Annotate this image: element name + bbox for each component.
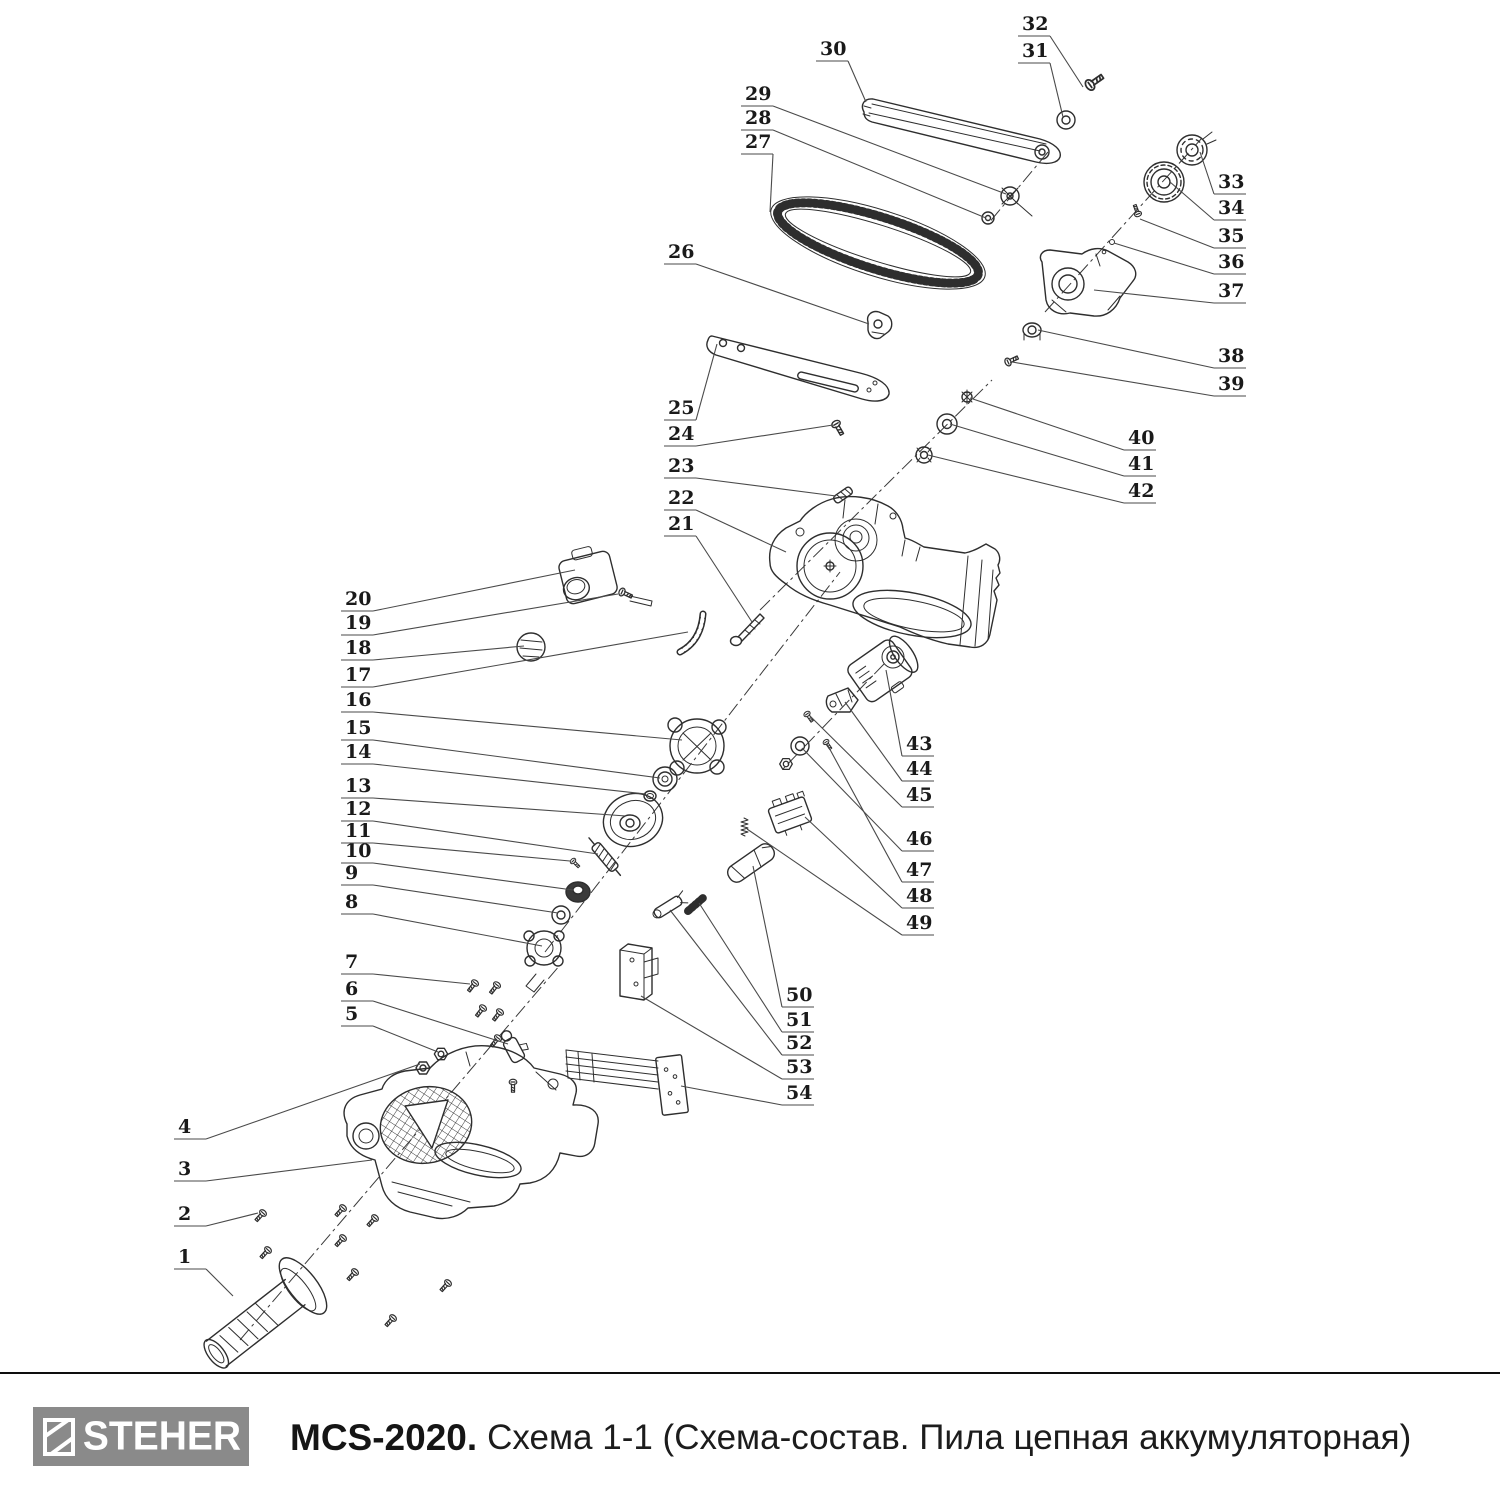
- svg-text:29: 29: [745, 83, 772, 105]
- part-label-2: [174, 1203, 258, 1226]
- svg-text:2: 2: [178, 1203, 192, 1225]
- part-29-tension-gear: [1001, 187, 1032, 216]
- svg-text:26: 26: [668, 241, 695, 263]
- svg-text:16: 16: [345, 689, 372, 711]
- part-15-bearing: [653, 767, 677, 791]
- svg-text:6: 6: [345, 978, 359, 1000]
- svg-text:10: 10: [345, 840, 372, 862]
- part-6-oil-pump: [498, 1025, 532, 1092]
- svg-text:12: 12: [345, 798, 372, 820]
- svg-text:4: 4: [178, 1116, 192, 1138]
- part-label-11: [341, 820, 570, 861]
- part-34-drum-bearing: [1144, 162, 1184, 202]
- svg-text:42: 42: [1128, 480, 1155, 502]
- svg-text:15: 15: [345, 717, 372, 739]
- part-label-3: [174, 1158, 372, 1181]
- part-19-oil-pickup: [618, 587, 652, 606]
- part-38-nut: [1023, 323, 1041, 340]
- brand-logo: [33, 1407, 249, 1466]
- part-1-handle: [189, 1251, 335, 1372]
- part-label-24: [664, 423, 833, 446]
- part-25-guide-bar: [707, 336, 889, 401]
- part-9-bearing: [552, 906, 570, 924]
- part-52-spring: [688, 898, 703, 911]
- svg-text:20: 20: [345, 588, 372, 610]
- svg-text:47: 47: [906, 859, 933, 881]
- part-label-14: [341, 741, 646, 794]
- part-label-50: [753, 866, 814, 1007]
- footer-divider: [0, 1372, 1500, 1374]
- svg-text:1: 1: [178, 1246, 192, 1268]
- part-label-52: [670, 910, 814, 1055]
- brand-name: STEHER: [82, 1413, 242, 1459]
- svg-text:46: 46: [906, 828, 933, 850]
- svg-text:54: 54: [786, 1082, 813, 1104]
- part-32-bolt: [1083, 72, 1105, 92]
- part-3-housing-left: [344, 1046, 598, 1219]
- part-label-20: [341, 570, 575, 611]
- part-21-bolt: [731, 614, 765, 646]
- part-48-switch: [766, 790, 815, 838]
- part-label-30: [816, 38, 866, 102]
- svg-text:17: 17: [345, 664, 372, 686]
- sheet-subtitle: Схема 1-1 (Схема-состав. Пила цепная аккумуляторная): [487, 1418, 1412, 1457]
- part-24-screw: [831, 419, 846, 437]
- part-label-31: [1018, 40, 1063, 117]
- part-26-tensioner: [868, 312, 892, 339]
- svg-text:34: 34: [1218, 197, 1245, 219]
- part-labels: [174, 13, 1246, 1296]
- svg-text:21: 21: [668, 513, 695, 535]
- part-label-7: [341, 951, 470, 984]
- part-10-collar: [566, 882, 590, 902]
- part-50-trigger: [725, 841, 778, 886]
- part-33-sprocket: [1177, 132, 1216, 165]
- part-8-pump-assembly: [524, 931, 564, 992]
- svg-text:45: 45: [906, 784, 933, 806]
- svg-text:28: 28: [745, 107, 772, 129]
- svg-text:9: 9: [345, 862, 359, 884]
- part-51-lever: [650, 891, 689, 922]
- svg-text:53: 53: [786, 1056, 813, 1078]
- svg-text:50: 50: [786, 984, 813, 1006]
- svg-text:35: 35: [1218, 225, 1245, 247]
- part-label-27: [741, 131, 773, 212]
- svg-text:25: 25: [668, 397, 695, 419]
- part-27-chain: [761, 178, 994, 308]
- part-49-spring: [741, 818, 748, 836]
- svg-text:41: 41: [1128, 453, 1155, 475]
- part-18-cap: [517, 633, 545, 661]
- part-label-17: [341, 632, 688, 687]
- svg-text:38: 38: [1218, 345, 1245, 367]
- part-22-housing-right: [770, 497, 1000, 648]
- part-16-gear-plate: [668, 718, 726, 775]
- part-13-gear: [596, 785, 670, 854]
- svg-text:22: 22: [668, 487, 695, 509]
- svg-text:31: 31: [1022, 40, 1049, 62]
- part-label-25: [664, 344, 717, 420]
- svg-text:11: 11: [345, 820, 372, 842]
- svg-text:40: 40: [1128, 427, 1155, 449]
- part-label-35: [1140, 219, 1246, 248]
- part-12-worm-shaft: [585, 835, 624, 879]
- part-label-13: [341, 775, 626, 816]
- svg-text:18: 18: [345, 637, 372, 659]
- part-label-43: [886, 670, 934, 756]
- svg-text:52: 52: [786, 1032, 813, 1054]
- part-37-sprocket-cover: [1040, 249, 1135, 316]
- svg-text:51: 51: [786, 1009, 813, 1031]
- svg-text:14: 14: [345, 741, 372, 763]
- axis-lines: [240, 138, 1202, 1340]
- part-7-screws: [466, 979, 505, 1049]
- part-label-12: [341, 798, 598, 854]
- svg-text:39: 39: [1218, 373, 1245, 395]
- part-label-8: [341, 891, 542, 946]
- part-label-38: [1038, 330, 1246, 368]
- svg-text:33: 33: [1218, 171, 1245, 193]
- svg-text:8: 8: [345, 891, 359, 913]
- part-31-washer: [1057, 111, 1075, 129]
- part-39-screw: [1004, 354, 1020, 367]
- svg-text:49: 49: [906, 912, 933, 934]
- svg-text:32: 32: [1022, 13, 1049, 35]
- part-47-nut: [780, 759, 793, 770]
- svg-text:5: 5: [345, 1003, 359, 1025]
- part-label-51: [699, 903, 814, 1032]
- part-30-bar-cover: [862, 99, 1060, 163]
- part-label-16: [341, 689, 682, 740]
- part-label-5: [341, 1003, 438, 1052]
- svg-text:30: 30: [820, 38, 847, 60]
- svg-text:43: 43: [906, 733, 933, 755]
- part-23-spring-pin: [833, 486, 854, 504]
- part-44-motor-bracket: [826, 688, 858, 712]
- svg-text:44: 44: [906, 758, 933, 780]
- svg-text:48: 48: [906, 885, 933, 907]
- part-label-18: [341, 637, 524, 660]
- part-2-screws: [253, 1203, 452, 1328]
- part-45-screw: [803, 710, 815, 723]
- part-label-15: [341, 717, 660, 778]
- striped-square-icon: [41, 1416, 77, 1458]
- svg-text:36: 36: [1218, 251, 1245, 273]
- part-label-42: [928, 455, 1156, 503]
- svg-text:7: 7: [345, 951, 359, 973]
- part-43-motor: [845, 631, 926, 708]
- part-label-33: [1200, 152, 1246, 194]
- part-label-21: [664, 513, 752, 622]
- svg-text:19: 19: [345, 612, 372, 634]
- svg-text:24: 24: [668, 423, 695, 445]
- svg-text:23: 23: [668, 455, 695, 477]
- svg-text:3: 3: [178, 1158, 192, 1180]
- svg-text:27: 27: [745, 131, 772, 153]
- svg-text:37: 37: [1218, 280, 1245, 302]
- part-28-washer: [982, 212, 994, 224]
- part-53-pcb: [620, 944, 658, 1000]
- part-label-40: [970, 398, 1156, 450]
- model-number: MCS-2020.: [290, 1417, 478, 1458]
- part-11-screw: [569, 857, 581, 869]
- part-label-9: [341, 862, 558, 913]
- part-label-1: [174, 1246, 233, 1296]
- part-label-10: [341, 840, 573, 890]
- svg-text:13: 13: [345, 775, 372, 797]
- sheet-title: [290, 1412, 1411, 1464]
- part-label-54: [681, 1082, 814, 1105]
